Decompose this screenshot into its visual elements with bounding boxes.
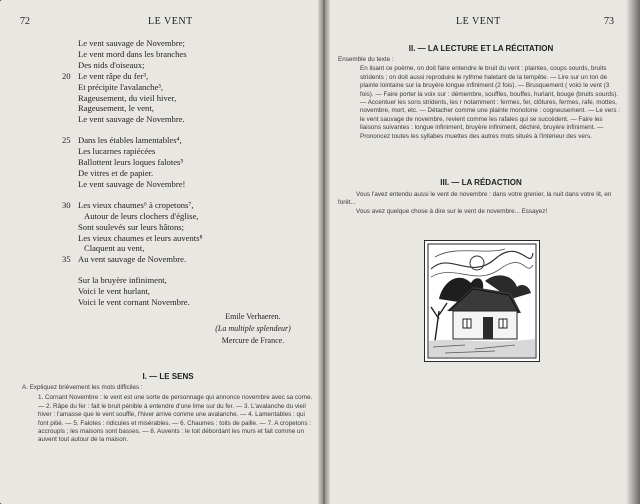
redaction-heading: III. — LA RÉDACTION (440, 178, 522, 187)
poem-line (78, 168, 298, 179)
poem-line (78, 146, 298, 157)
poem-line-text: Claquent au vent, (84, 243, 145, 254)
page-edge-shadow (626, 0, 640, 504)
poem-line-text: De vitres et de papier. (78, 167, 154, 178)
poem-line (78, 222, 298, 233)
poem-line (78, 114, 298, 125)
poem-line-text: Voici le vent cornant Novembre. (78, 297, 190, 308)
book-gutter (318, 0, 330, 504)
line-number: 35 (62, 254, 71, 265)
redaction-text-2: Vous avez quelque chose à dire sur le vent de novembre... Essayez! (356, 207, 548, 215)
right-running-title: LE VENT (456, 16, 501, 27)
poem-line (62, 135, 298, 146)
right-page-number: 73 (604, 16, 614, 27)
line-number: 20 (62, 70, 71, 81)
poem-line-text: Les lucarnes rapiécées (78, 146, 156, 157)
line-number: 30 (62, 199, 71, 210)
poem-line (78, 211, 298, 222)
poem-line-text: Le vent sauvage de Novembre! (78, 178, 186, 189)
poem-line (78, 38, 298, 49)
sens-heading: I. — LE SENS (142, 372, 194, 381)
poem-line-text: Sur la bruyère infiniment, (78, 275, 167, 286)
poem-line (78, 93, 298, 104)
poem-source: (La multiple splendeur) (215, 324, 291, 333)
left-running-title: LE VENT (148, 16, 193, 27)
poem-line-text: Autour de leurs clochers d'église, (84, 210, 199, 221)
poem-line-text: Et précipite l'avalanche³, (78, 81, 164, 92)
poem-line-text: Des nids d'oiseaux; (78, 59, 145, 70)
poem-line (62, 199, 298, 211)
poem-line-text: Ballottent leurs loques falotes⁵ (78, 157, 184, 168)
poem-line (62, 254, 298, 265)
poem-line-text: Voici le vent hurlant, (78, 286, 150, 297)
sens-section (22, 372, 314, 445)
poem-line-text: Le vent sauvage de Novembre. (78, 114, 185, 125)
poem-line-text: Rageusement, le vent, (78, 103, 154, 114)
sens-intro: A. Expliquez brièvement les mots difficiles : (22, 384, 143, 391)
poem-line-text: Au vent sauvage de Novembre. (78, 254, 187, 265)
poem-line (78, 60, 298, 71)
poem-line (78, 82, 298, 93)
windswept-cottage-image (425, 241, 539, 361)
poem (62, 38, 298, 308)
poem-line-text: Le vent sauvage de Novembre; (78, 38, 185, 48)
poem-line-text: Dans les étables lamentables⁴, (78, 135, 182, 146)
poem-line (78, 103, 298, 114)
poem-line-text: Les vieux chaumes et leurs auvents⁸ (78, 232, 203, 243)
redaction-text-1: Vous l'avez entendu aussi le vent de novembre : dans votre grenier, la nuit dans votre lit, en forêt... (338, 191, 612, 207)
poem-line-text: Sont soulevés sur leurs hâtons; (78, 221, 184, 232)
stanza-gap (78, 265, 298, 275)
poem-line (78, 297, 298, 308)
poem-line (78, 286, 298, 297)
sens-body: 1. Cornant Novembre : le vent est une sorte de personnage qui annonce novembre avec sa corne. — 2. Râpe du fer : fait le bruit pénible à entendre d'une lime sur du fer. — 3. L'avalanche du vieil hiver : l'amasse que le vent souffle, l'hiver arrive comme une avalanche. — 4. Lamentables : qui font pitié. — 5. Falotes : ridicules et misérables. — 6. Chaumes : toits de paille. — 7. A cropetons : accroupis ; les maisons sont basses. — 8. Auvents : le toit débordant les murs et fait comme un auvent tout autour de la maison. (38, 394, 313, 444)
poem-line (78, 49, 298, 60)
lecture-heading: II. — LA LECTURE ET LA RÉCITATION (408, 44, 554, 53)
redaction-section (338, 178, 624, 216)
left-page-number: 72 (20, 16, 30, 27)
poem-line (78, 243, 298, 254)
cottage-illustration (424, 240, 540, 362)
poem-line (78, 179, 298, 190)
poem-author: Emile Verhaeren. (225, 312, 281, 321)
poem-signature (198, 311, 308, 347)
lecture-body: En lisant ce poème, on doit faire entendre le bruit du vent : plaintes, coups sourds, bruits stridents ; on doit aussi reproduire le rythme haletant de la tempête. — Lire sur un ton de plainte lointaine sur la bruyère longue infiniment (2 fois). — Brusquement ( voici le vent (3 fois). — Faire porter la voix sur : démembre, souffles, bouffes, hurlant, bouge (bruits sourds). — Accentuer les sons stridents, les r notamment : fermes, fer, clôtures, fermes, rafe, mottes, novembre, mort, etc. — Détacher comme une plainte monotone : cogneusement. — Le vers : le vent sauvage de novembre, revient comme les rafales qui se succèdent. — Faire les liaisons suivantes : longue infiniment, bruyère infiniment, déchiré, bruyère infiniment. — Prononcez toutes les syllabes muettes des autres mots situés à l'intérieur des vers. (360, 65, 621, 140)
lecture-section (338, 44, 624, 141)
poem-line (78, 157, 298, 168)
poem-line-text: Le vent mord dans les branches (78, 48, 187, 59)
line-number: 25 (62, 135, 71, 146)
poem-line (78, 233, 298, 244)
poem-line (78, 275, 298, 286)
poem-line-text: Rageusement, du vieil hiver, (78, 92, 177, 103)
stanza-gap (78, 125, 298, 135)
poem-line-text: Les vieux chaumes⁶ à cropetons⁷, (78, 199, 194, 210)
poem-line-text: Le vent râpe du fer³, (78, 70, 149, 81)
lecture-intro: Ensemble du texte : (338, 56, 394, 63)
poem-line (62, 70, 298, 82)
poem-publisher: Mercure de France. (221, 336, 285, 345)
stanza-gap (78, 190, 298, 200)
